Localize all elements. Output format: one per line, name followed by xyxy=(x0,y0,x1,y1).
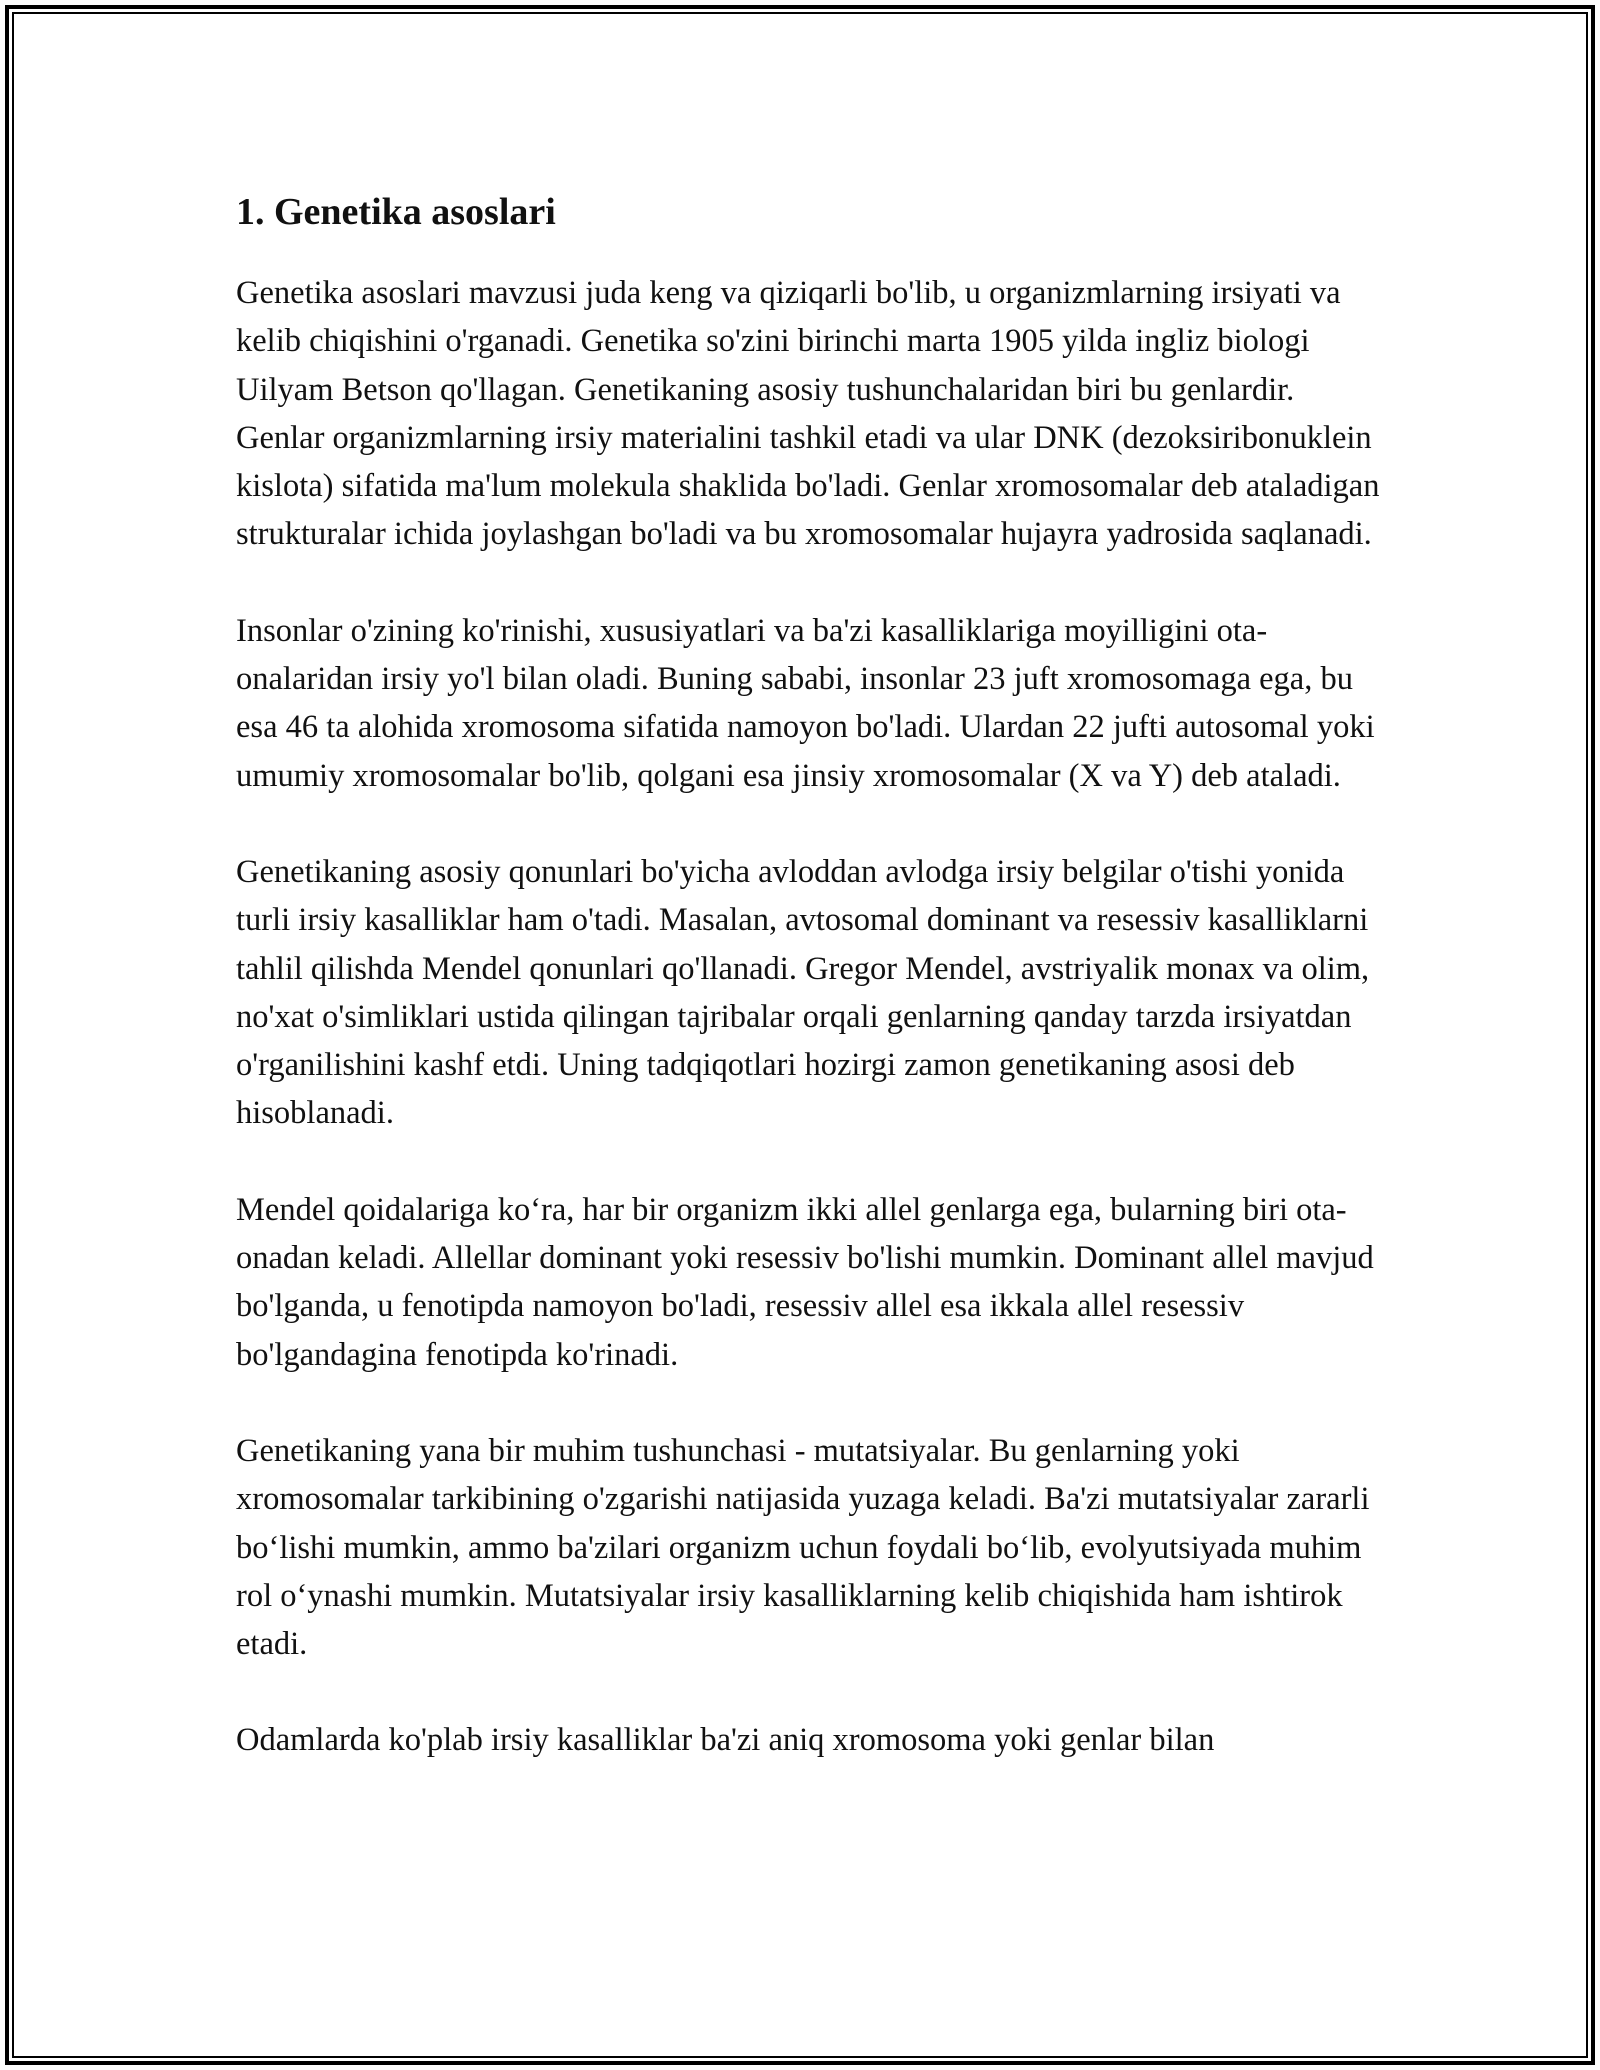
section-title: 1. Genetika asoslari xyxy=(236,191,556,233)
paragraph-5: Genetikaning yana bir muhim tushunchasi - mutatsiyalar. Bu genlarning yoki xromosomalar tarkibining o'zgarishi natijasida yuzaga keladi. Ba'zi mutatsiyalar zararli bo‘lishi mumkin, ammo ba'zilari organizm uchun foydali bo‘lib, evolyutsiyada muhim rol o‘ynashi mumkin. Mutatsiyalar irsiy kasalliklarning kelib chiqishida ham ishtirok etadi. xyxy=(236,1432,1370,1663)
paragraph-1: Genetika asoslari mavzusi juda keng va qiziqarli bo'lib, u organizmlarning irsiyati va kelib chiqishini o'rganadi. Genetika so'zini birinchi marta 1905 yilda ingliz biologi Uilyam Betson qo'llagan. Genetikaning asosiy tushunchalaridan biri bu genlardir. Genlar organizmlarning irsiy materialini tashkil etadi va ular DNK (dezoksiribonuklein kislota) sifatida ma'lum molekula shaklida bo'ladi. Genlar xromosomalar deb ataladigan strukturalar ichida joylashgan bo'ladi va bu xromosomalar hujayra yadrosida saqlanadi. xyxy=(236,275,1380,553)
paragraph-6: Odamlarda ko'plab irsiy kasalliklar ba'zi aniq xromosoma yoki genlar bilan xyxy=(236,1722,1215,1759)
paragraph-2: Insonlar o'zining ko'rinishi, xususiyatlari va ba'zi kasalliklariga moyilligini ota-onalaridan irsiy yo'l bilan oladi. Buning sababi, insonlar 23 juft xromosomaga ega, bu esa 46 ta alohida xromosoma sifatida namoyon bo'ladi. Ulardan 22 jufti autosomal yoki umumiy xromosomalar bo'lib, qolgani esa jinsiy xromosomalar (X va Y) deb ataladi. xyxy=(236,612,1375,794)
paragraph-4: Mendel qoidalariga ko‘ra, har bir organizm ikki allel genlarga ega, bularning biri ota-onadan keladi. Allellar dominant yoki resessiv bo'lishi mumkin. Dominant allel mavjud bo'lganda, u fenotipda namoyon bo'ladi, resessiv allel esa ikkala allel resessiv bo'lgandagina fenotipda ko'rinadi. xyxy=(236,1191,1374,1373)
document-body xyxy=(236,185,1386,1813)
paragraph-3: Genetikaning asosiy qonunlari bo'yicha avloddan avlodga irsiy belgilar o'tishi yonida turli irsiy kasalliklar ham o'tadi. Masalan, avtosomal dominant va resessiv kasalliklarni tahlil qilishda Mendel qonunlari qo'llanadi. Gregor Mendel, avstriyalik monax va olim, no'xat o'simliklari ustida qilingan tajribalar orqali genlarning qanday tarzda irsiyatdan o'rganilishini kashf etdi. Uning tadqiqotlari hozirgi zamon genetikaning asosi deb hisoblanadi. xyxy=(236,853,1370,1132)
